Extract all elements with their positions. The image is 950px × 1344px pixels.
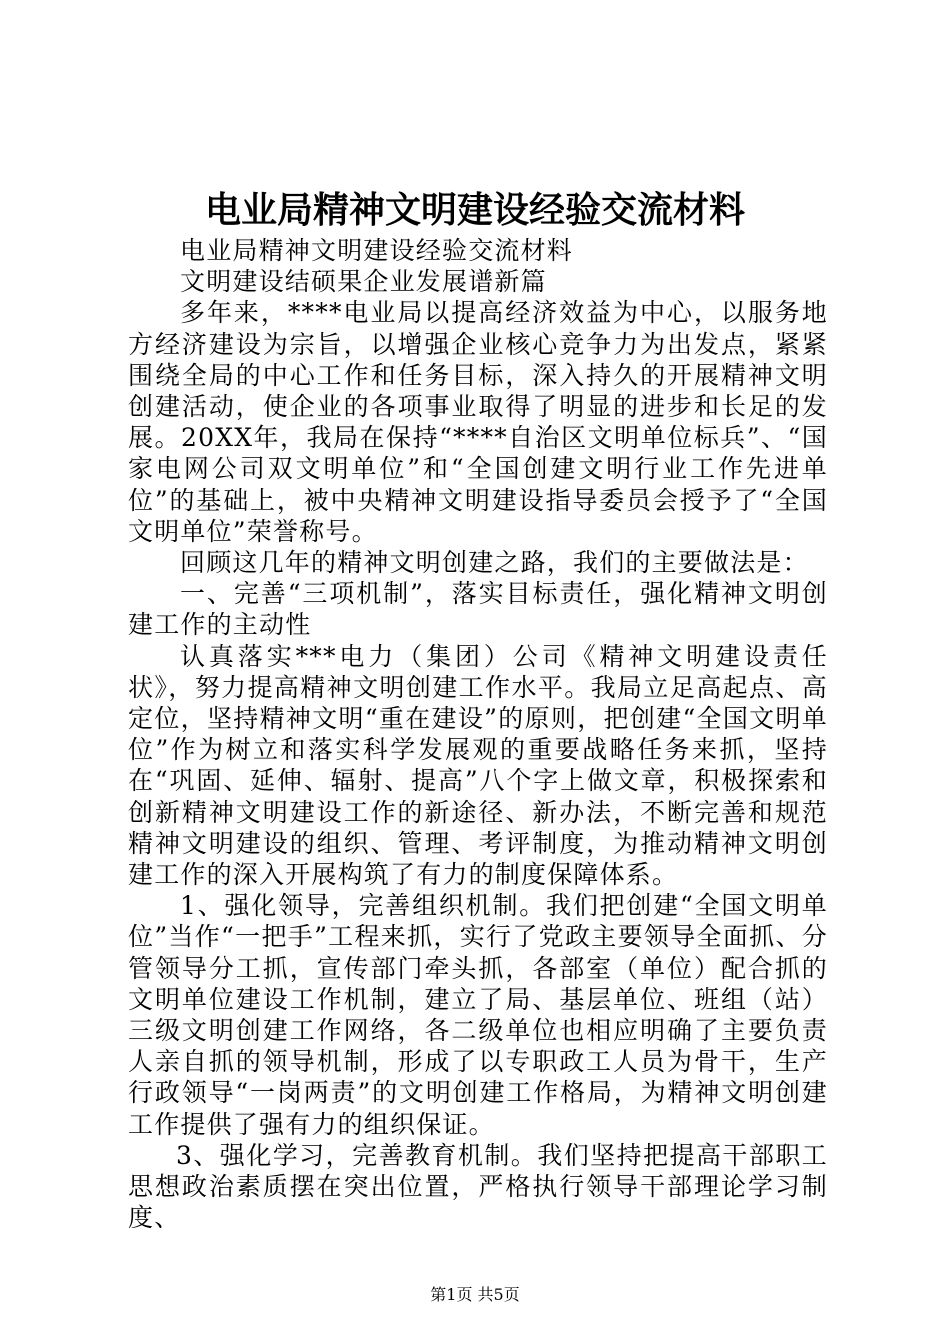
document-body [128, 235, 828, 1234]
paragraph-item-3: 3、强化学习，完善教育机制。我们坚持把提高干部职工思想政治素质摆在突出位置，严格执行领导干部理论学习制度、 [128, 1140, 828, 1233]
paragraph-intro: 多年来，****电业局以提高经济效益为中心，以服务地方经济建设为宗旨，以增强企业核心竞争力为出发点，紧紧围绕全局的中心工作和任务目标，深入持久的开展精神文明创建活动，使企业的各项事业取得了明显的进步和长足的发展。20XX年，我局在保持“****自治区文明单位标兵”、“国家电网公司双文明单位”和“全国创建文明行业工作先进单位”的基础上，被中央精神文明建设指导委员会授予了“全国文明单位”荣誉称号。 [128, 298, 828, 546]
page-number-footer: 第1页 共5页 [430, 1285, 520, 1304]
paragraph-review: 回顾这几年的精神文明创建之路，我们的主要做法是： [180, 548, 809, 578]
paragraph-implementation: 认真落实***电力（集团）公司《精神文明建设责任状》，努力提高精神文明创建工作水平。我局立足高起点、高定位，坚持精神文明“重在建设”的原则，把创建“全国文明单位”作为树立和落实科学发展观的重要战略任务来抓，坚持在“巩固、延伸、辐射、提高”八个字上做文章，积极探索和创新精神文明建设工作的新途径、新办法，不断完善和规范精神文明建设的组织、管理、考评制度，为推动精神文明创建工作的深入开展构筑了有力的制度保障体系。 [128, 641, 828, 890]
paragraph-subtitle: 电业局精神文明建设经验交流材料 [180, 236, 574, 265]
paragraph-slogan: 文明建设结硕果企业发展谱新篇 [180, 267, 547, 297]
paragraph-section-heading: 一、完善“三项机制”，落实目标责任，强化精神文明创建工作的主动性 [128, 579, 828, 640]
document-title: 电业局精神文明建设经验交流材料 [204, 189, 745, 231]
paragraph-item-1: 1、强化领导，完善组织机制。我们把创建“全国文明单位”当作“一把手”工程来抓，实行了党政主要领导全面抓、分管领导分工抓，宣传部门牵头抓，各部室（单位）配合抓的文明单位建设工作机制，建立了局、基层单位、班组（站）三级文明创建工作网络，各二级单位也相应明确了主要负责人亲自抓的领导机制，形成了以专职政工人员为骨干，生产行政领导“一岗两责”的文明创建工作格局，为精神文明创建工作提供了强有力的组织保证。 [128, 891, 828, 1139]
